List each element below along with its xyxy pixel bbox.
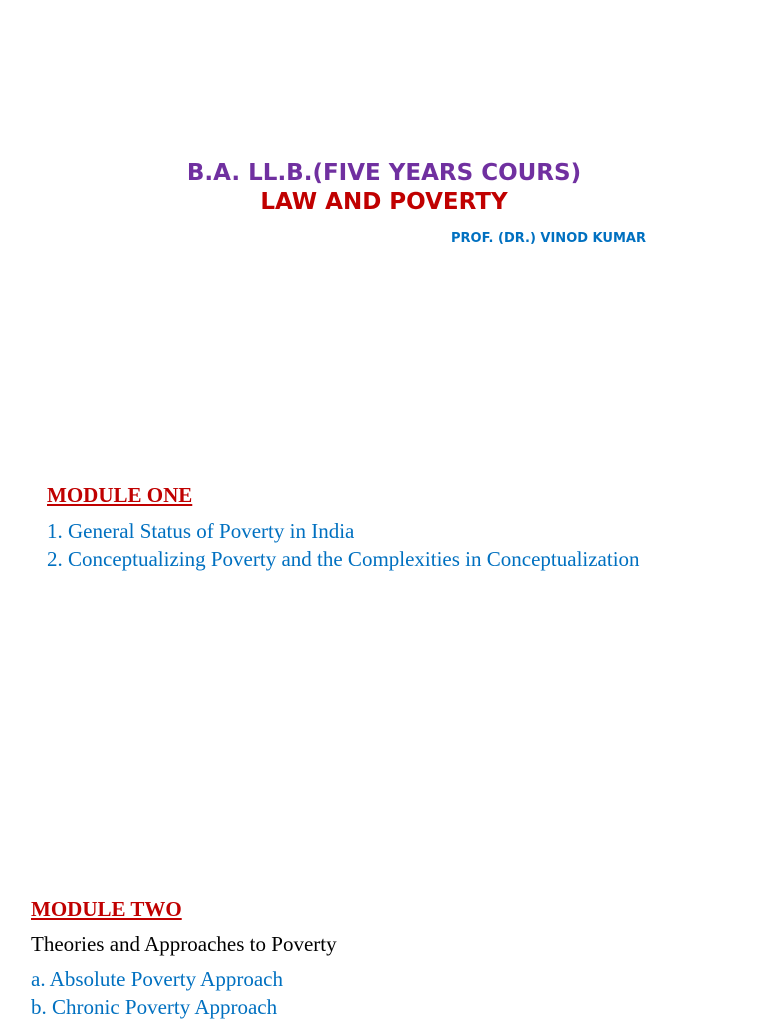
module-one-item-1: 1. General Status of Poverty in India [47,519,355,543]
module-one-item-2: 2. Conceptualizing Poverty and the Complexities in Conceptualization [47,547,640,571]
module-two-heading: MODULE TWO [31,897,182,921]
module-two-item-a: a. Absolute Poverty Approach [31,967,283,991]
course-title: B.A. LL.B.(FIVE YEARS COURS) [186,160,582,186]
module-two-item-b: b. Chronic Poverty Approach [31,995,278,1019]
module-one-heading: MODULE ONE [47,483,193,507]
module-two-intro: Theories and Approaches to Poverty [31,932,337,956]
subject-title: LAW AND POVERTY [260,189,508,215]
author-name: PROF. (DR.) VINOD KUMAR [451,231,646,246]
